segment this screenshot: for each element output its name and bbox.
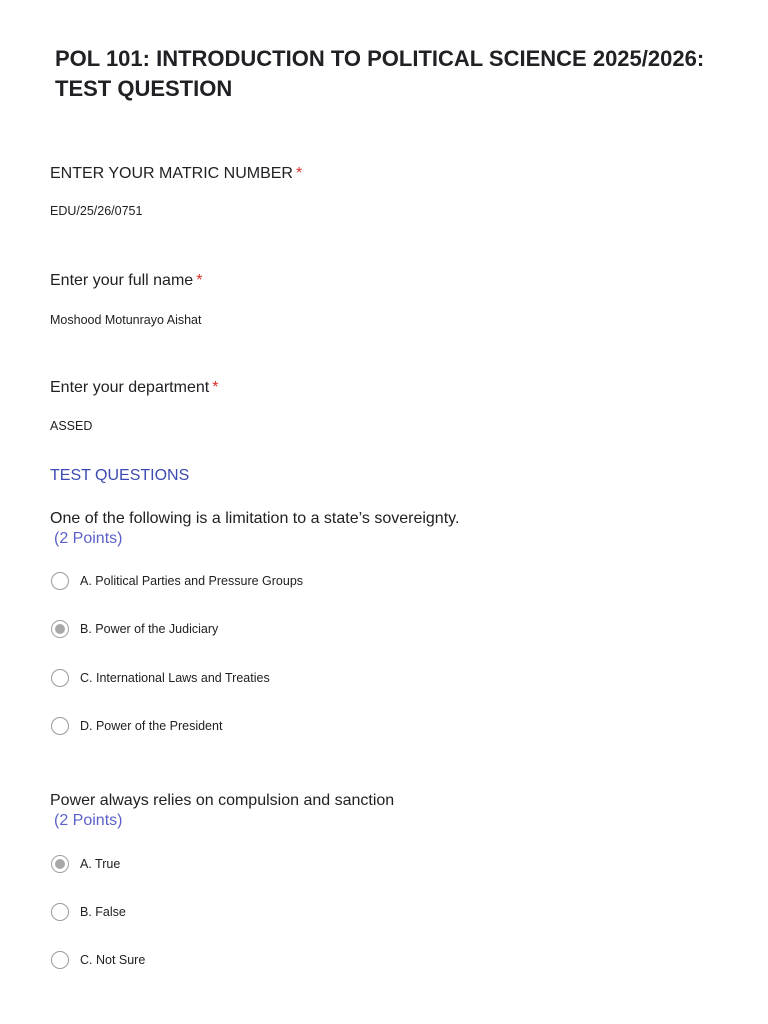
- radio-button[interactable]: [51, 951, 69, 969]
- question-2-text: Power always relies on compulsion and sanction: [50, 792, 395, 809]
- question-2-option-a[interactable]: [51, 853, 120, 875]
- full-name-label-text: Enter your full name: [50, 272, 194, 289]
- option-label: B. False: [80, 905, 126, 919]
- option-label: D. Power of the President: [80, 719, 223, 733]
- required-asterisk: *: [196, 272, 203, 289]
- section-title-test-questions: TEST QUESTIONS: [50, 467, 190, 484]
- question-2: [50, 792, 394, 830]
- option-label: B. Power of the Judiciary: [80, 622, 219, 636]
- question-1-option-b[interactable]: [51, 618, 218, 640]
- question-2-points: (2 Points): [54, 812, 123, 829]
- radio-button[interactable]: [51, 717, 69, 735]
- radio-selected-dot: [55, 859, 65, 869]
- radio-button[interactable]: [51, 572, 69, 590]
- department-label: [50, 379, 218, 397]
- required-asterisk: *: [295, 165, 303, 182]
- question-1: [50, 510, 459, 548]
- question-1-option-a[interactable]: [51, 570, 303, 592]
- option-label: A. Political Parties and Pressure Groups: [80, 574, 304, 588]
- radio-button[interactable]: [51, 903, 69, 921]
- matric-number-label-text: ENTER YOUR MATRIC NUMBER: [50, 165, 293, 182]
- question-2-option-b[interactable]: [51, 901, 126, 923]
- department-answer: ASSED: [50, 419, 93, 433]
- option-label: A. True: [80, 857, 121, 871]
- question-1-option-d[interactable]: [51, 715, 222, 737]
- question-1-text: One of the following is a limitation to a state’s sovereignty.: [50, 510, 460, 527]
- required-asterisk: *: [212, 379, 219, 396]
- form-title: POL 101: INTRODUCTION TO POLITICAL SCIENCE 2025/2026: TEST QUESTION: [55, 46, 705, 101]
- department-label-text: Enter your department: [50, 379, 210, 396]
- full-name-label: [50, 272, 202, 290]
- question-1-points: (2 Points): [54, 530, 123, 547]
- question-1-option-c[interactable]: [51, 667, 270, 689]
- question-2-option-c[interactable]: [51, 949, 145, 971]
- full-name-answer: Moshood Motunrayo Aishat: [50, 313, 202, 327]
- matric-number-label: [50, 165, 302, 183]
- option-label: C. Not Sure: [80, 953, 146, 967]
- radio-button-selected[interactable]: [51, 855, 69, 873]
- radio-button-selected[interactable]: [51, 620, 69, 638]
- option-label: C. International Laws and Treaties: [80, 671, 270, 685]
- radio-selected-dot: [55, 624, 65, 634]
- radio-button[interactable]: [51, 669, 69, 687]
- matric-number-answer: EDU/25/26/0751: [50, 204, 143, 218]
